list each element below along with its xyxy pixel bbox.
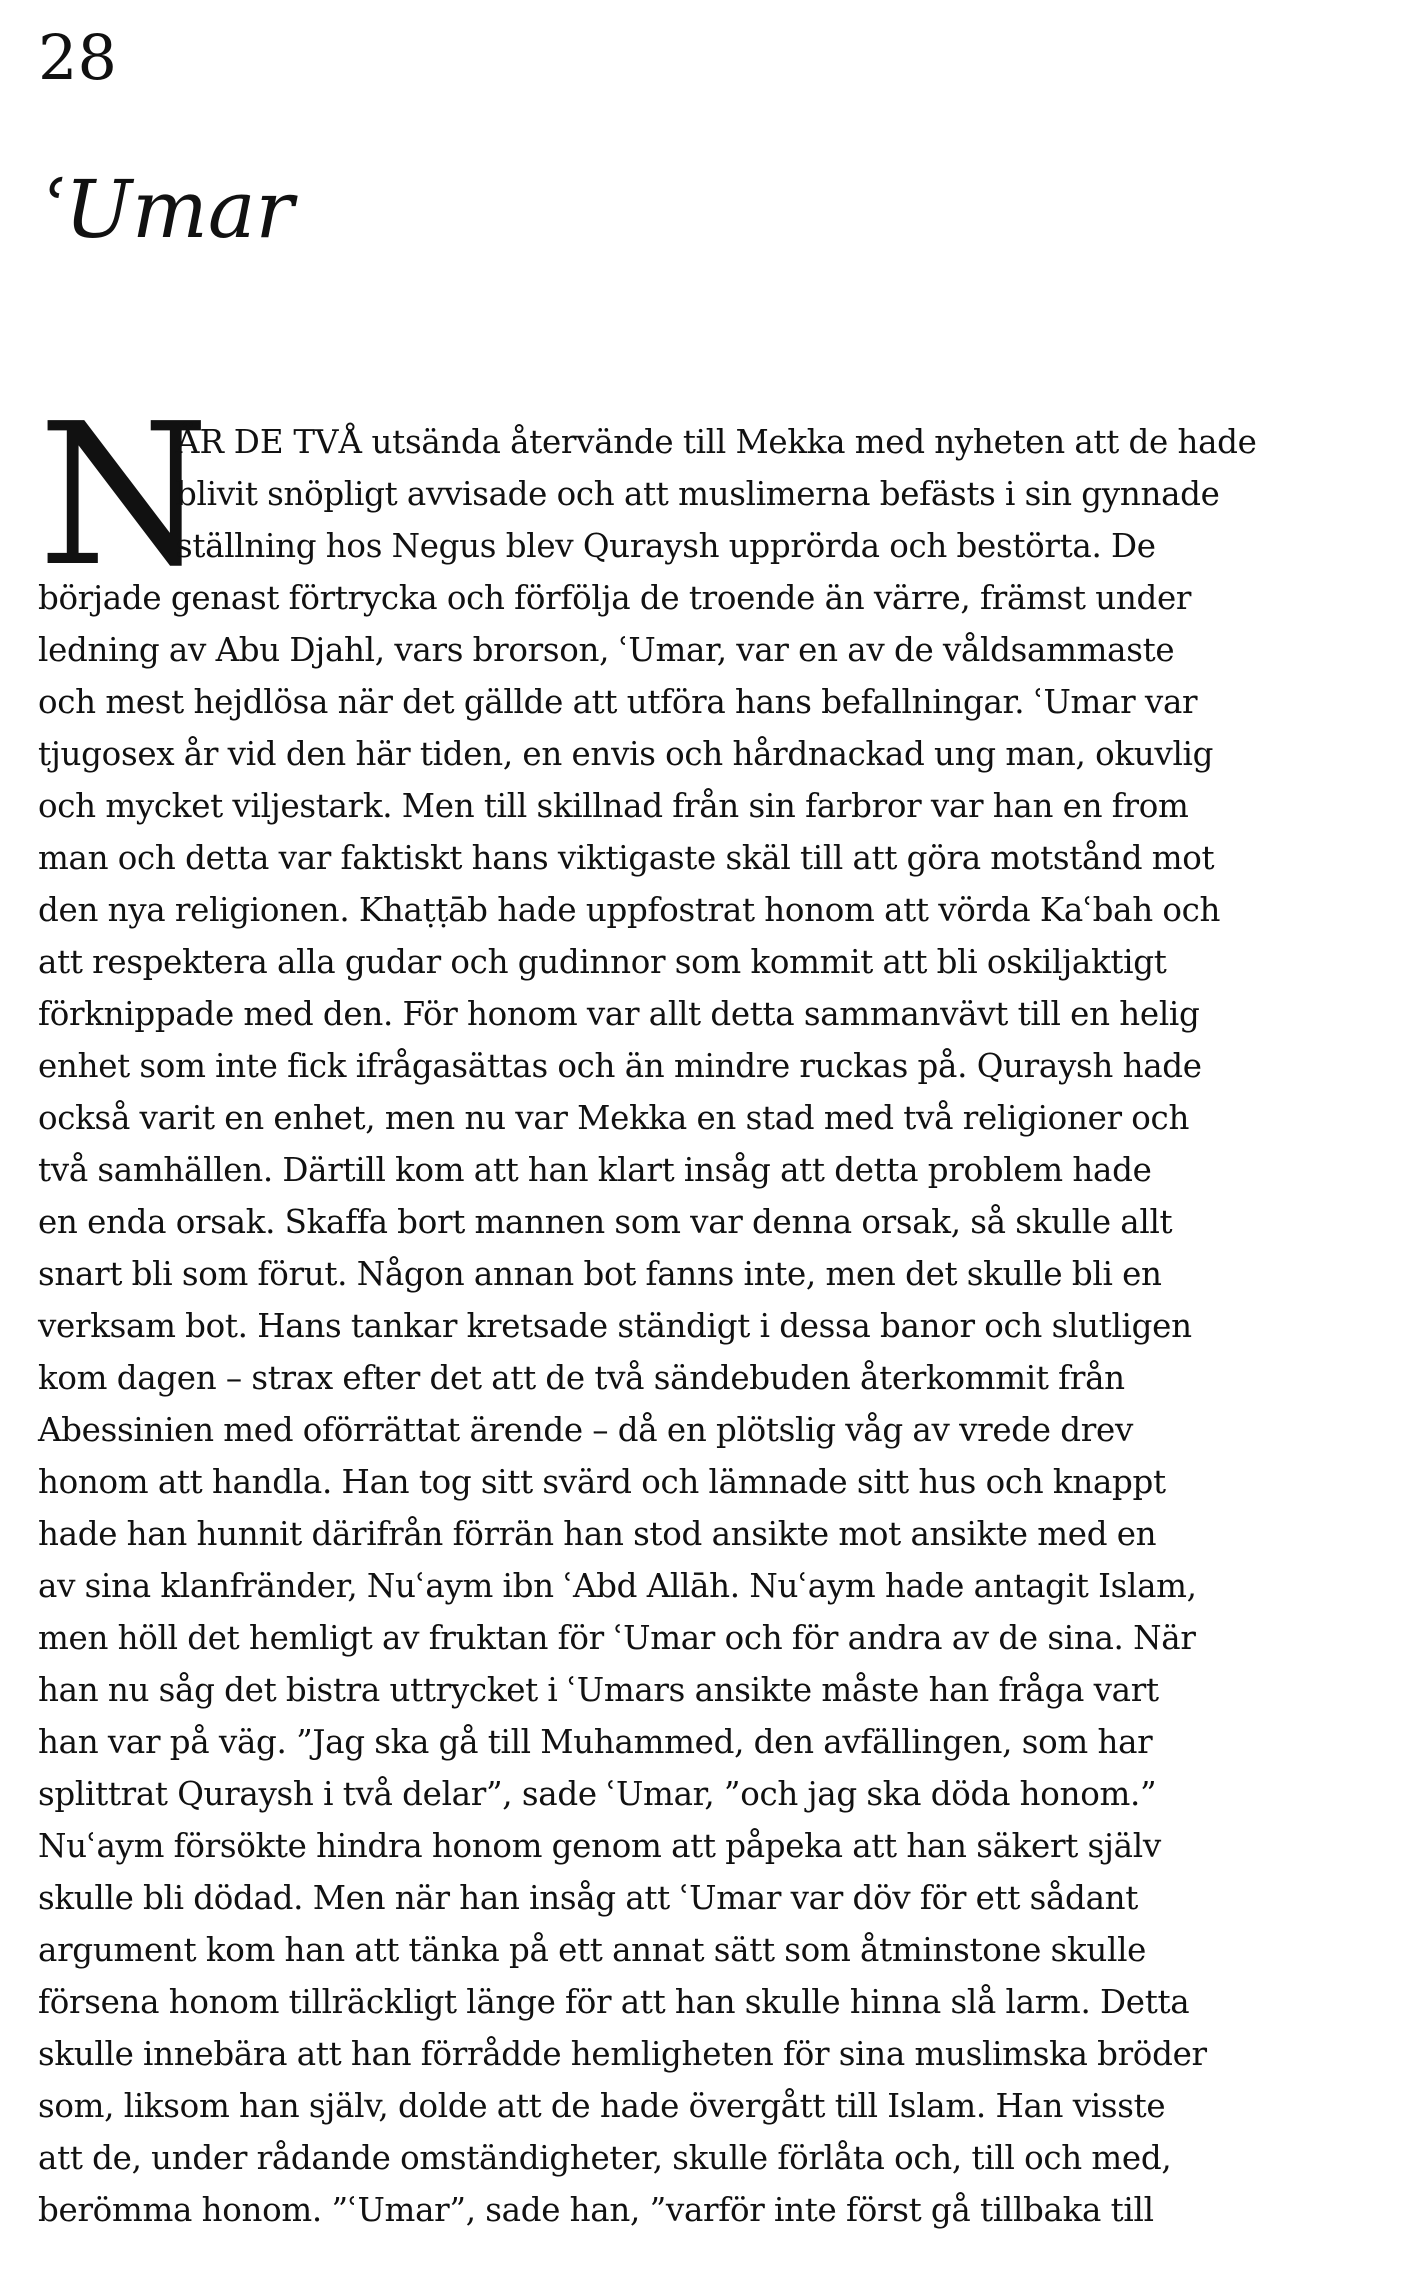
text-line-9: man och detta var faktiskt hans viktigaste skäl till att göra motstånd mot <box>38 839 1215 877</box>
text-line-19: kom dagen – strax efter det att de två sändebuden återkommit från <box>38 1359 1125 1397</box>
lead-in-smallcaps: ÄR DE TVÅ <box>176 423 363 461</box>
text-line-20: Abessinien med oförrättat ärende – då en plötslig våg av vrede drev <box>38 1411 1134 1449</box>
text-line-31: försena honom tillräckligt länge för att han skulle hinna slå larm. Detta <box>38 1983 1190 2021</box>
text-line-3: ställning hos Negus blev Quraysh upprörda och bestörta. De <box>176 527 1156 565</box>
text-line-30: argument kom han att tänka på ett annat sätt som åtminstone skulle <box>38 1931 1147 1969</box>
page-number: 28 <box>38 21 117 94</box>
text-line-23: av sina klanfränder, Nuʿaym ibn ʿAbd Allāh. Nuʿaym hade antagit Islam, <box>38 1567 1197 1605</box>
text-line-35: berömma honom. ”ʿUmar”, sade han, ”varför inte först gå tillbaka till <box>38 2191 1154 2229</box>
drop-cap: N <box>38 382 210 610</box>
text-line-12: förknippade med den. För honom var allt detta sammanvävt till en helig <box>38 995 1200 1033</box>
text-line-17: snart bli som förut. Någon annan bot fanns inte, men det skulle bli en <box>38 1255 1162 1293</box>
text-line-10: den nya religionen. Khaṭṭāb hade uppfostrat honom att vörda Kaʿbah och <box>38 891 1221 929</box>
text-line-5: ledning av Abu Djahl, vars brorson, ʿUmar, var en av de våldsammaste <box>38 631 1175 669</box>
text-line-26: han var på väg. ”Jag ska gå till Muhammed, den avfällingen, som har <box>38 1723 1153 1761</box>
text-line-14: också varit en enhet, men nu var Mekka en stad med två religioner och <box>38 1099 1190 1137</box>
text-line-25: han nu såg det bistra uttrycket i ʿUmars ansikte måste han fråga vart <box>38 1671 1159 1709</box>
text-line-28: Nuʿaym försökte hindra honom genom att påpeka att han säkert själv <box>38 1827 1161 1865</box>
chapter-title: ʿUmar <box>40 163 294 256</box>
body-text <box>38 382 1386 2236</box>
text-line-15: två samhällen. Därtill kom att han klart insåg att detta problem hade <box>38 1151 1152 1189</box>
text-line-27: splittrat Quraysh i två delar”, sade ʿUmar, ”och jag ska döda honom.” <box>38 1775 1157 1813</box>
text-line-6: och mest hejdlösa när det gällde att utföra hans befallningar. ʿUmar var <box>38 683 1198 721</box>
first-line-rest: utsända återvände till Mekka med nyheten att de hade <box>362 423 1257 461</box>
text-line-2: blivit snöpligt avvisade och att muslimerna befästs i sin gynnade <box>176 475 1220 513</box>
text-line-16: en enda orsak. Skaffa bort mannen som var denna orsak, så skulle allt <box>38 1203 1173 1241</box>
text-lines <box>38 468 1386 2236</box>
text-line-11: att respektera alla gudar och gudinnor som kommit att bli oskiljaktigt <box>38 943 1167 981</box>
text-line-4: började genast förtrycka och förfölja de troende än värre, främst under <box>38 579 1192 617</box>
text-line-22: hade han hunnit därifrån förrän han stod ansikte mot ansikte med en <box>38 1515 1157 1553</box>
text-line-32: skulle innebära att han förrådde hemligheten för sina muslimska bröder <box>38 2035 1207 2073</box>
text-line-8: och mycket viljestark. Men till skillnad från sin farbror var han en from <box>38 787 1189 825</box>
text-line-1 <box>176 416 1386 468</box>
text-line-7: tjugosex år vid den här tiden, en envis och hårdnackad ung man, okuvlig <box>38 735 1214 773</box>
text-line-24: men höll det hemligt av fruktan för ʿUmar och för andra av de sina. När <box>38 1619 1196 1657</box>
text-line-13: enhet som inte fick ifrågasättas och än mindre ruckas på. Quraysh hade <box>38 1047 1202 1085</box>
text-line-21: honom att handla. Han tog sitt svärd och lämnade sitt hus och knappt <box>38 1463 1166 1501</box>
text-line-29: skulle bli dödad. Men när han insåg att ʿUmar var döv för ett sådant <box>38 1879 1139 1917</box>
text-line-33: som, liksom han själv, dolde att de hade övergått till Islam. Han visste <box>38 2087 1166 2125</box>
text-line-34: att de, under rådande omständigheter, skulle förlåta och, till och med, <box>38 2139 1172 2177</box>
text-line-18: verksam bot. Hans tankar kretsade ständigt i dessa banor och slutligen <box>38 1307 1192 1345</box>
